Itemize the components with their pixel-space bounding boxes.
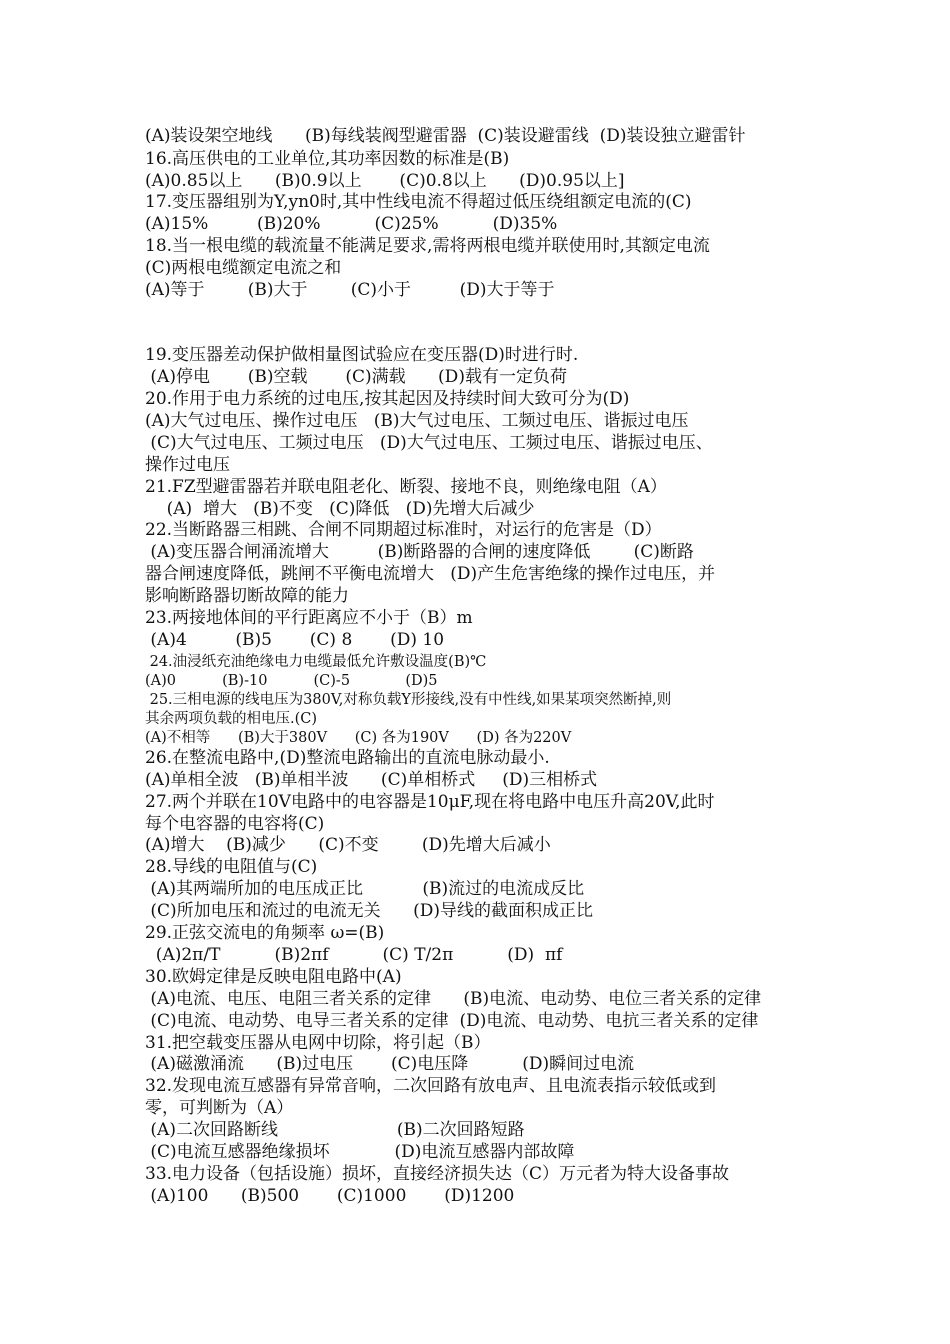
text-line: 每个电容器的电容将(C) [145,814,325,834]
text-line: (A)单相全波 (B)单相半波 (C)单相桥式 (D)三相桥式 [145,770,598,790]
text-line: 影响断路器切断故障的能力 [145,586,349,606]
text-line: (A)装设架空地线 (B)每线装阀型避雷器 (C)装设避雷线 (D)装设独立避雷针 [145,126,746,146]
text-line: 器合闸速度降低，跳闸不平衡电流增大 (D)产生危害绝缘的操作过电压，并 [145,564,716,584]
question-19: 19.变压器差动保护做相量图试验应在变压器(D)时进行时. [145,345,579,365]
text-line: 其余两项负载的相电压.(C) [145,711,318,727]
text-line: (A) 增大 (B)不变 (C)降低 (D)先增大后减少 [145,499,535,519]
text-line: (C)所加电压和流过的电流无关 (D)导线的截面积成正比 [145,901,593,921]
text-line: (C)电流互感器绝缘损坏 (D)电流互感器内部故障 [145,1142,575,1162]
text-line: (A)增大 (B)减少 (C)不变 (D)先增大后减小 [145,835,551,855]
text-line: (C)电流、电动势、电导三者关系的定律 (D)电流、电动势、电抗三者关系的定律 [145,1011,759,1031]
text-line: 零，可判断为（A） [145,1098,294,1118]
text-line: (A)0 (B)-10 (C)-5 (D)5 [145,673,438,689]
text-line: (A)电流、电压、电阻三者关系的定律 (B)电流、电动势、电位三者关系的定律 [145,989,762,1009]
question-18: 18.当一根电缆的载流量不能满足要求,需将两根电缆并联使用时,其额定电流 [145,236,710,256]
text-line: (A)磁激涌流 (B)过电压 (C)电压降 (D)瞬间过电流 [145,1054,635,1074]
question-32: 32.发现电流互感器有异常音响，二次回路有放电声、且电流表指示较低或到 [145,1076,717,1096]
question-26: 26.在整流电路中,(D)整流电路输出的直流电脉动最小. [145,748,550,768]
text-line: (A)停电 (B)空载 (C)满载 (D)载有一定负荷 [145,367,567,387]
question-25: 25.三相电源的线电压为380V,对称负载Y形接线,没有中性线,如果某项突然断掉,则 [145,692,672,708]
question-22: 22.当断路器三相跳、合闸不同期超过标准时，对运行的危害是（D） [145,520,662,540]
text-line: (A)二次回路断线 (B)二次回路短路 [145,1120,525,1140]
question-23: 23.两接地体间的平行距离应不小于（B）m [145,608,473,628]
question-27: 27.两个并联在10V电路中的电容器是10μF,现在将电路中电压升高20V,此时 [145,792,715,812]
question-30: 30.欧姆定律是反映电阻电路中(A) [145,967,402,987]
text-line: (A)不相等 (B)大于380V (C) 各为190V (D) 各为220V [145,730,572,746]
question-24: 24.油浸纸充油绝缘电力电缆最低允许敷设温度(B)℃ [145,654,487,670]
text-line: (A)变压器合闸涌流增大 (B)断路器的合闸的速度降低 (C)断路 [145,542,694,562]
question-28: 28.导线的电阻值与(C) [145,857,318,877]
text-line: (A)2π/T (B)2πf (C) T/2π (D) πf [145,945,563,965]
question-20: 20.作用于电力系统的过电压,按其起因及持续时间大致可分为(D) [145,389,630,409]
text-line: (A)4 (B)5 (C) 8 (D) 10 [145,630,445,650]
question-33: 33.电力设备（包括设施）损坏，直接经济损失达（C）万元者为特大设备事故 [145,1164,730,1184]
text-line: (A)大气过电压、操作过电压 (B)大气过电压、工频过电压、谐振过电压 [145,411,689,431]
text-line: 操作过电压 [145,455,230,475]
question-16: 16.高压供电的工业单位,其功率因数的标准是(B) [145,149,510,169]
text-line: (A)0.85以上 (B)0.9以上 (C)0.8以上 (D)0.95以上] [145,171,625,191]
question-21: 21.FZ型避雷器若并联电阻老化、断裂、接地不良，则绝缘电阻（A） [145,477,667,497]
question-31: 31.把空载变压器从电网中切除，将引起（B） [145,1033,491,1053]
question-29: 29.正弦交流电的角频率 ω=(B) [145,923,385,943]
text-line: (C)两根电缆额定电流之和 [145,258,342,278]
text-line: (A)其两端所加的电压成正比 (B)流过的电流成反比 [145,879,585,899]
text-line: (A)100 (B)500 (C)1000 (D)1200 [145,1186,515,1206]
text-line: (A)15% (B)20% (C)25% (D)35% [145,214,558,234]
question-17: 17.变压器组别为Y,yn0时,其中性线电流不得超过低压绕组额定电流的(C) [145,192,692,212]
text-line: (A)等于 (B)大于 (C)小于 (D)大于等于 [145,280,555,300]
text-line: (C)大气过电压、工频过电压 (D)大气过电压、工频过电压、谐振过电压、 [145,433,713,453]
